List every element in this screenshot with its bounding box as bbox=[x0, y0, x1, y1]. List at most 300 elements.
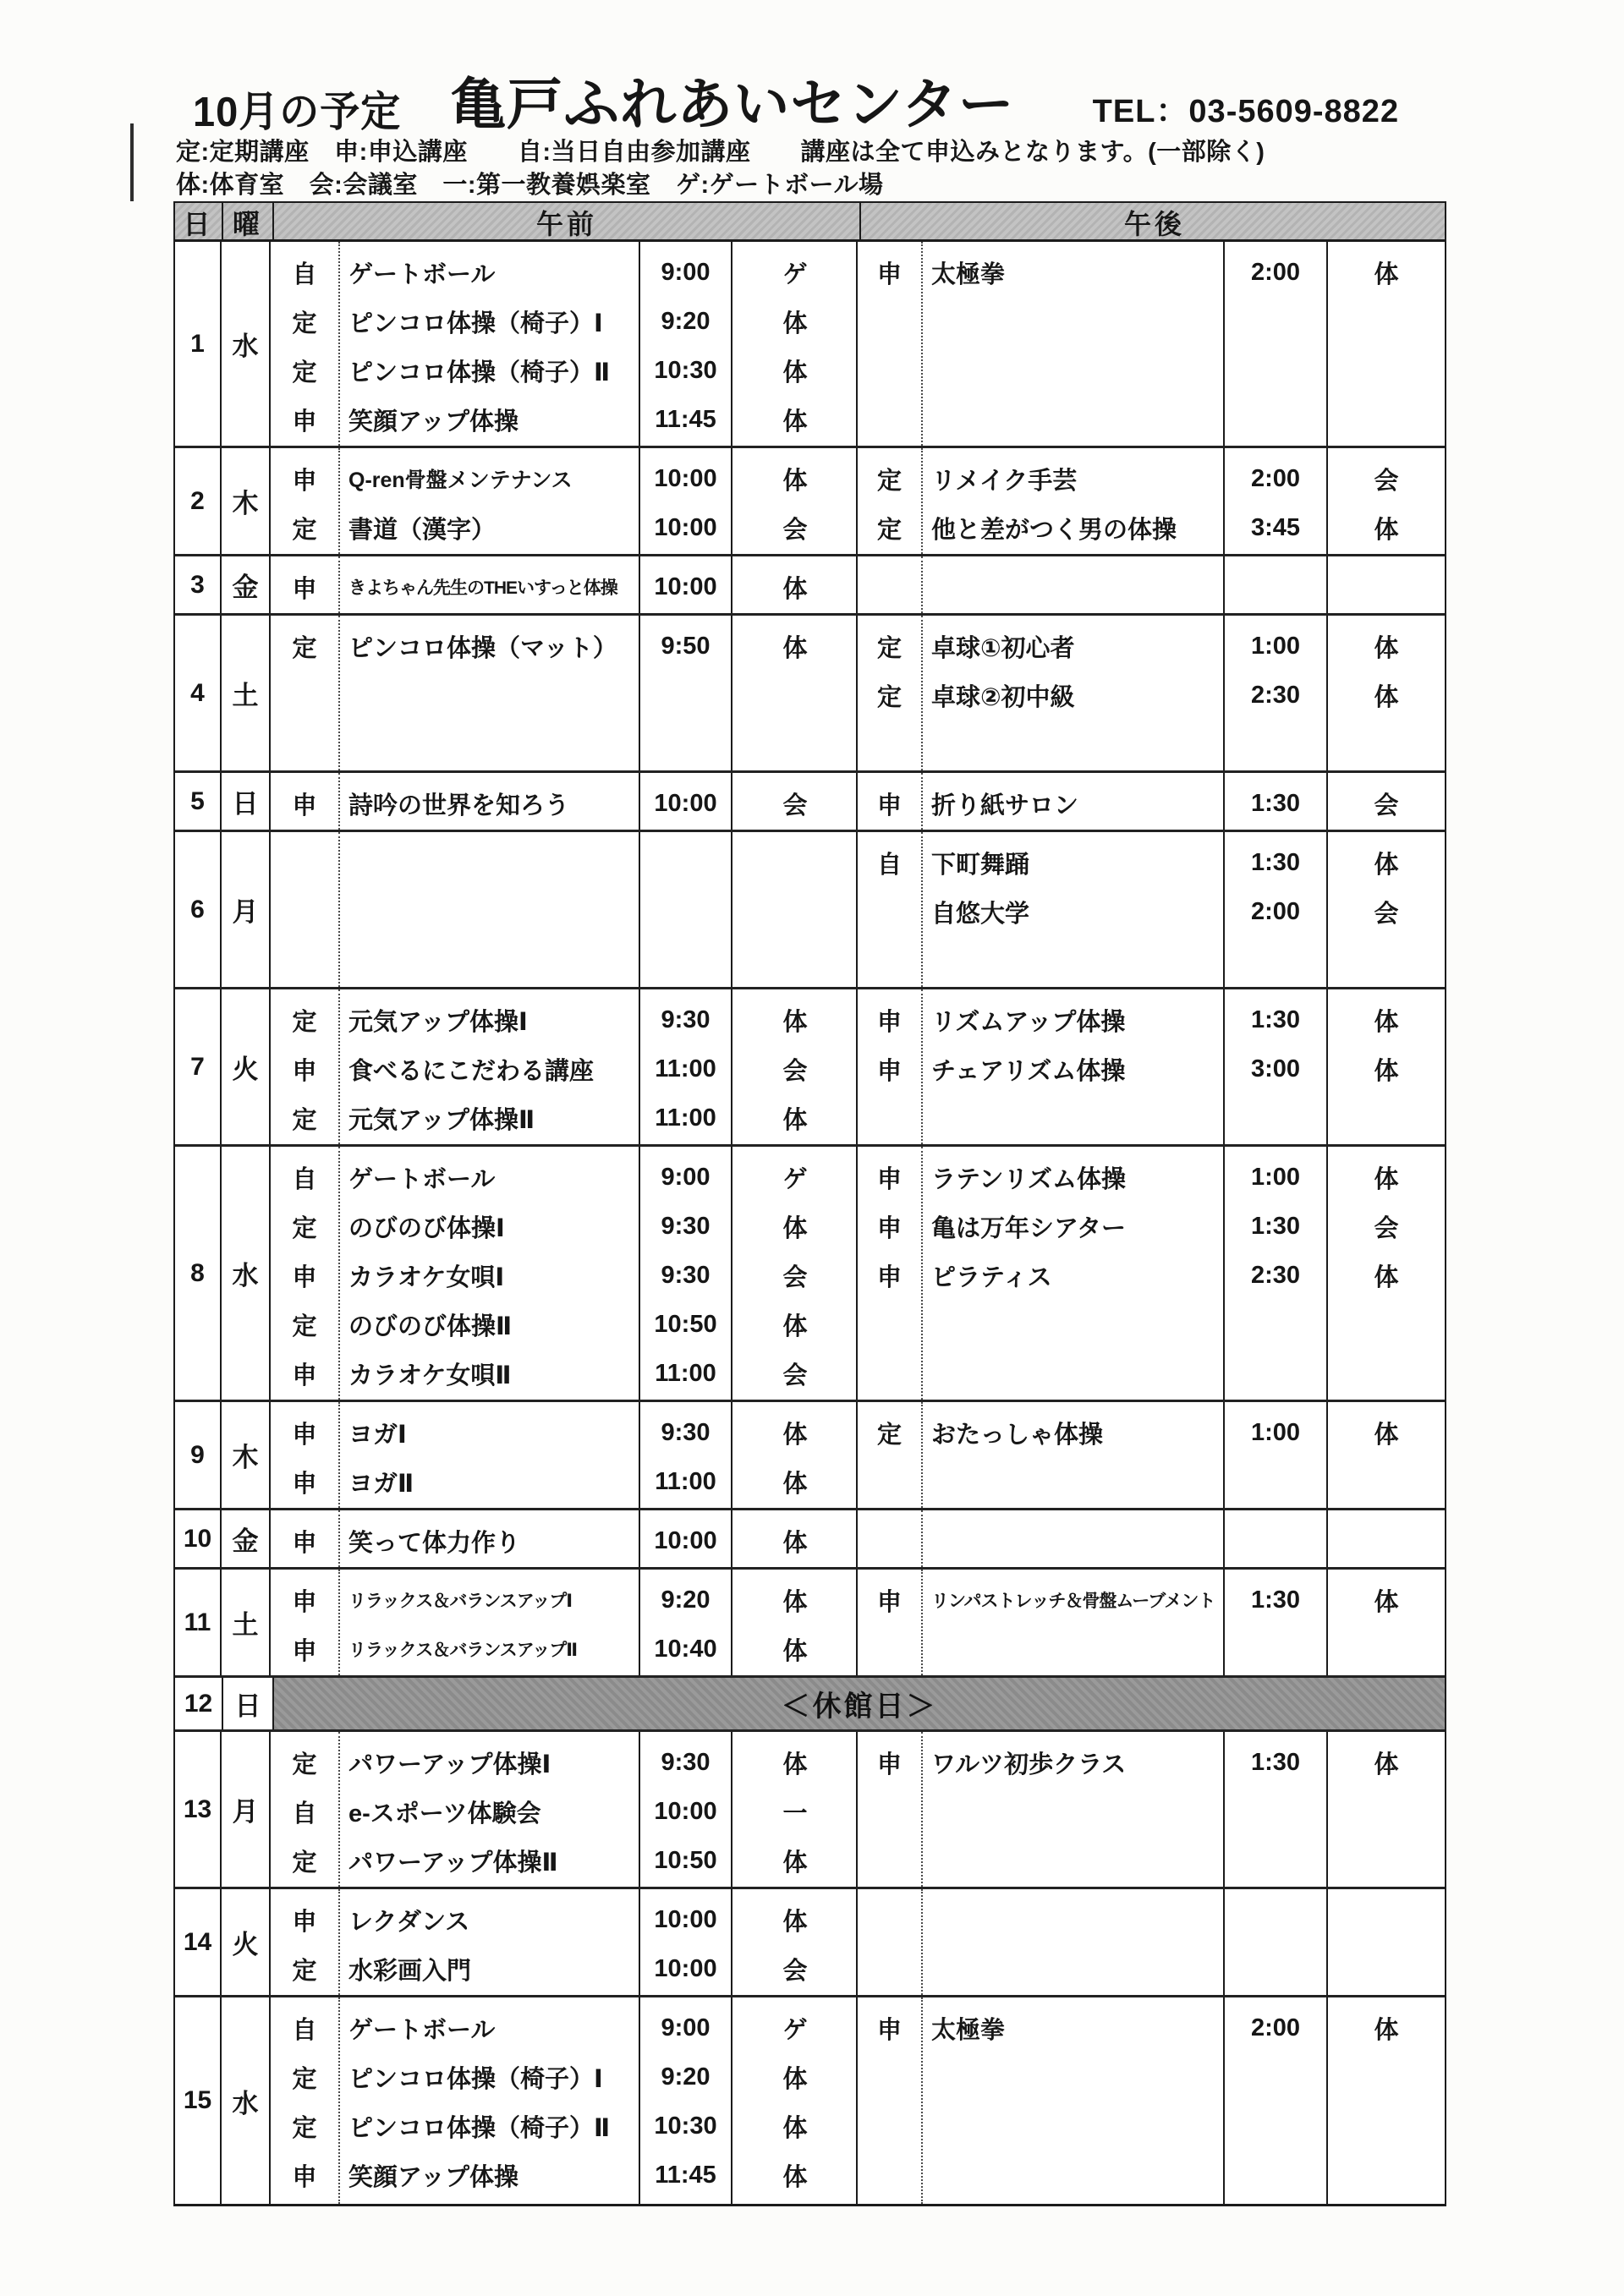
pm-room-column bbox=[1328, 1997, 1445, 2204]
entry-mark: 定 bbox=[292, 359, 317, 386]
am-room-column bbox=[732, 832, 858, 987]
pm-section bbox=[858, 1510, 1445, 1567]
entry-time: 9:20 bbox=[661, 307, 710, 335]
entry-room: 体 bbox=[782, 467, 808, 495]
entry-mark: 定 bbox=[876, 1421, 902, 1449]
entry-name: ヨガⅡ bbox=[348, 1470, 414, 1498]
am-room-column bbox=[732, 1732, 858, 1887]
pm-section bbox=[858, 1732, 1445, 1887]
day-cell: 6 bbox=[175, 832, 222, 987]
am-mark-column bbox=[271, 773, 340, 830]
entry-name: 笑顔アップ体操 bbox=[348, 408, 518, 436]
entry-time: 10:00 bbox=[654, 464, 717, 492]
am-room-column bbox=[732, 773, 858, 830]
entry-time: 11:45 bbox=[655, 405, 716, 433]
pm-time-column bbox=[1225, 1510, 1328, 1567]
entry-mark: 自 bbox=[292, 1165, 317, 1193]
entry-mark: 申 bbox=[292, 1470, 317, 1498]
am-section bbox=[271, 773, 858, 830]
entry-name: リラックス＆バランスアップⅠ bbox=[348, 1592, 573, 1611]
entry-room: 体 bbox=[1374, 516, 1399, 544]
month-label: 10月の予定 bbox=[193, 87, 402, 135]
entry-mark: 申 bbox=[876, 2016, 902, 2044]
document-header bbox=[193, 59, 1399, 140]
day-cell: 9 bbox=[175, 1402, 222, 1508]
day-cell: 1 bbox=[175, 242, 222, 446]
entry-mark: 申 bbox=[292, 1263, 317, 1291]
entry-room: 体 bbox=[782, 1588, 808, 1616]
entry-name: ゲートボール bbox=[348, 260, 496, 288]
entry-mark: 定 bbox=[292, 310, 317, 337]
weekday-cell: 金 bbox=[222, 1510, 271, 1567]
pm-time-column bbox=[1225, 1570, 1328, 1675]
entry-name: 太極拳 bbox=[931, 260, 1006, 288]
table-row bbox=[175, 242, 1445, 448]
am-section bbox=[271, 1997, 858, 2204]
entry-time: 10:00 bbox=[654, 1954, 717, 1982]
entry-name: チェアリズム体操 bbox=[931, 1057, 1126, 1085]
column-header-weekday: 曜 bbox=[223, 203, 274, 242]
entry-room: 体 bbox=[782, 1529, 808, 1557]
pm-mark-column bbox=[858, 1997, 923, 2204]
am-name-column bbox=[340, 1570, 640, 1675]
entry-name: 笑顔アップ体操 bbox=[348, 2163, 518, 2191]
entry-room: 体 bbox=[1374, 1008, 1399, 1036]
am-time-column bbox=[640, 1570, 732, 1675]
entry-name: 亀は万年シアター bbox=[931, 1214, 1126, 1242]
pm-room-column bbox=[1328, 1570, 1445, 1675]
table-row bbox=[175, 1510, 1445, 1570]
pm-name-column bbox=[923, 773, 1225, 830]
entry-time: 11:00 bbox=[655, 1467, 716, 1495]
am-section bbox=[271, 556, 858, 613]
am-time-column bbox=[640, 448, 732, 554]
entry-room: 体 bbox=[1374, 1588, 1399, 1616]
entry-mark: 定 bbox=[876, 516, 902, 544]
am-name-column bbox=[340, 242, 640, 446]
entry-room: 一 bbox=[782, 1800, 808, 1827]
table-row bbox=[175, 1147, 1445, 1402]
entry-name: 詩吟の世界を知ろう bbox=[348, 792, 570, 819]
weekday-cell: 金 bbox=[222, 556, 271, 613]
entry-mark: 申 bbox=[292, 792, 317, 819]
entry-name: リンパストレッチ＆骨盤ムーブメント bbox=[931, 1592, 1215, 1611]
pm-room-column bbox=[1328, 989, 1445, 1144]
entry-room: 体 bbox=[1374, 851, 1399, 879]
schedule-table bbox=[173, 201, 1446, 2206]
entry-mark: 申 bbox=[876, 260, 902, 288]
pm-time-column bbox=[1225, 556, 1328, 613]
am-section bbox=[271, 1510, 858, 1567]
pm-room-column bbox=[1328, 616, 1445, 770]
entry-room: 体 bbox=[782, 1106, 808, 1134]
table-row bbox=[175, 832, 1445, 989]
pm-time-column bbox=[1225, 1997, 1328, 2204]
am-room-column bbox=[732, 1147, 858, 1400]
table-row bbox=[175, 448, 1445, 556]
entry-time: 9:20 bbox=[661, 1586, 710, 1614]
entry-mark: 自 bbox=[292, 2016, 317, 2044]
am-room-column bbox=[732, 1510, 858, 1567]
entry-name: 卓球①初心者 bbox=[931, 634, 1075, 662]
entry-time: 9:30 bbox=[661, 1261, 710, 1289]
am-name-column bbox=[340, 1997, 640, 2204]
entry-time: 9:30 bbox=[661, 1418, 710, 1446]
day-cell: 4 bbox=[175, 616, 222, 770]
am-name-column bbox=[340, 1732, 640, 1887]
pm-name-column bbox=[923, 556, 1225, 613]
day-cell: 3 bbox=[175, 556, 222, 613]
entry-mark: 定 bbox=[292, 516, 317, 544]
pm-section bbox=[858, 773, 1445, 830]
am-mark-column bbox=[271, 832, 340, 987]
entry-time: 10:00 bbox=[654, 789, 717, 817]
am-name-column bbox=[340, 832, 640, 987]
pm-mark-column bbox=[858, 1570, 923, 1675]
am-room-column bbox=[732, 1402, 858, 1508]
entry-name: 卓球②初中級 bbox=[931, 683, 1075, 711]
entry-mark: 申 bbox=[876, 1165, 902, 1193]
entry-room: 体 bbox=[1374, 260, 1399, 288]
day-cell: 14 bbox=[175, 1889, 222, 1995]
pm-mark-column bbox=[858, 989, 923, 1144]
entry-time: 1:00 bbox=[1250, 1163, 1301, 1191]
weekday-cell: 日 bbox=[223, 1678, 274, 1729]
pm-mark-column bbox=[858, 1510, 923, 1567]
entry-room: 体 bbox=[782, 1312, 808, 1340]
am-time-column bbox=[640, 616, 732, 770]
table-row bbox=[175, 556, 1445, 616]
pm-section bbox=[858, 989, 1445, 1144]
entry-name: ヨガⅠ bbox=[348, 1421, 407, 1449]
pm-time-column bbox=[1225, 616, 1328, 770]
entry-time: 2:30 bbox=[1250, 1261, 1301, 1289]
pm-mark-column bbox=[858, 616, 923, 770]
entry-mark: 申 bbox=[292, 1637, 317, 1665]
pm-room-column bbox=[1328, 1147, 1445, 1400]
am-name-column bbox=[340, 1402, 640, 1508]
pm-room-column bbox=[1328, 556, 1445, 613]
weekday-cell: 月 bbox=[222, 832, 271, 987]
day-cell: 5 bbox=[175, 773, 222, 830]
page-title: 亀戸ふれあいセンター bbox=[450, 73, 1015, 135]
pm-room-column bbox=[1328, 242, 1445, 446]
entry-mark: 自 bbox=[292, 260, 317, 288]
entry-mark: 申 bbox=[876, 1588, 902, 1616]
pm-name-column bbox=[923, 1889, 1225, 1995]
am-name-column bbox=[340, 1147, 640, 1400]
pm-section bbox=[858, 1402, 1445, 1508]
pm-mark-column bbox=[858, 556, 923, 613]
am-name-column bbox=[340, 1510, 640, 1567]
entry-time: 9:30 bbox=[661, 1748, 710, 1776]
entry-name: きよちゃん先生のTHEいすっと体操 bbox=[348, 578, 617, 598]
entry-mark: 申 bbox=[292, 467, 317, 495]
entry-room: 体 bbox=[1374, 1057, 1399, 1085]
entry-mark: 定 bbox=[292, 1312, 317, 1340]
entry-room: 体 bbox=[1374, 1263, 1399, 1291]
entry-room: 会 bbox=[782, 516, 808, 544]
closed-banner: ＜休館日＞ bbox=[274, 1678, 1445, 1729]
am-mark-column bbox=[271, 1510, 340, 1567]
pm-section bbox=[858, 242, 1445, 446]
entry-room: 体 bbox=[1374, 683, 1399, 711]
entry-name: ラテンリズム体操 bbox=[931, 1165, 1126, 1193]
pm-time-column bbox=[1225, 989, 1328, 1144]
pm-mark-column bbox=[858, 1732, 923, 1887]
am-time-column bbox=[640, 1997, 732, 2204]
entry-name: カラオケ女唄Ⅰ bbox=[348, 1263, 505, 1291]
am-time-column bbox=[640, 1402, 732, 1508]
pm-mark-column bbox=[858, 1402, 923, 1508]
am-mark-column bbox=[271, 1402, 340, 1508]
am-room-column bbox=[732, 616, 858, 770]
entry-name: e-スポーツ体験会 bbox=[348, 1800, 541, 1827]
am-name-column bbox=[340, 773, 640, 830]
entry-room: 体 bbox=[782, 408, 808, 436]
entry-mark: 申 bbox=[876, 1263, 902, 1291]
weekday-cell: 水 bbox=[222, 1997, 271, 2204]
day-cell: 8 bbox=[175, 1147, 222, 1400]
pm-section bbox=[858, 616, 1445, 770]
entry-mark: 定 bbox=[876, 683, 902, 711]
entry-time: 11:00 bbox=[655, 1104, 716, 1132]
entry-name: 書道（漢字） bbox=[348, 516, 497, 544]
entry-room: 会 bbox=[1374, 1214, 1399, 1242]
am-mark-column bbox=[271, 1889, 340, 1995]
weekday-cell: 土 bbox=[222, 616, 271, 770]
table-row bbox=[175, 1402, 1445, 1510]
pm-room-column bbox=[1328, 1732, 1445, 1887]
pm-section bbox=[858, 448, 1445, 554]
weekday-cell: 日 bbox=[222, 773, 271, 830]
entry-time: 1:00 bbox=[1250, 1418, 1301, 1446]
am-room-column bbox=[732, 989, 858, 1144]
entry-name: 元気アップ体操Ⅱ bbox=[348, 1106, 535, 1134]
entry-mark: 定 bbox=[292, 1106, 317, 1134]
entry-room: 体 bbox=[782, 1637, 808, 1665]
am-name-column bbox=[340, 1889, 640, 1995]
entry-name: ピラティス bbox=[931, 1263, 1052, 1291]
entry-name: ゲートボール bbox=[348, 1165, 496, 1193]
am-section bbox=[271, 1402, 858, 1508]
entry-room: 体 bbox=[782, 1214, 808, 1242]
entry-mark: 自 bbox=[876, 851, 902, 879]
weekday-cell: 木 bbox=[222, 448, 271, 554]
entry-mark: 申 bbox=[876, 1214, 902, 1242]
am-mark-column bbox=[271, 1997, 340, 2204]
entry-time: 10:50 bbox=[654, 1310, 717, 1338]
pm-name-column bbox=[923, 448, 1225, 554]
am-time-column bbox=[640, 773, 732, 830]
pm-room-column bbox=[1328, 448, 1445, 554]
entry-name: リズムアップ体操 bbox=[931, 1008, 1126, 1036]
column-header-pm: 午後 bbox=[1123, 209, 1185, 239]
table-body bbox=[175, 242, 1445, 2204]
entry-mark: 定 bbox=[292, 1751, 317, 1778]
entry-room: 会 bbox=[782, 792, 808, 819]
day-cell: 15 bbox=[175, 1997, 222, 2204]
pm-room-column bbox=[1328, 832, 1445, 987]
entry-time: 9:50 bbox=[661, 632, 710, 660]
entry-name: ゲートボール bbox=[348, 2016, 496, 2044]
pm-time-column bbox=[1225, 1889, 1328, 1995]
pm-time-column bbox=[1225, 448, 1328, 554]
entry-mark: 申 bbox=[292, 1588, 317, 1616]
entry-mark: 定 bbox=[292, 1008, 317, 1036]
entry-room: 体 bbox=[782, 1421, 808, 1449]
pm-section bbox=[858, 1997, 1445, 2204]
entry-name: ピンコロ体操（椅子）Ⅰ bbox=[348, 2065, 603, 2093]
table-row bbox=[175, 989, 1445, 1147]
entry-time: 10:00 bbox=[654, 1526, 717, 1554]
entry-mark: 定 bbox=[292, 1849, 317, 1877]
am-mark-column bbox=[271, 1570, 340, 1675]
am-room-column bbox=[732, 556, 858, 613]
entry-mark: 申 bbox=[292, 1362, 317, 1389]
pm-name-column bbox=[923, 1997, 1225, 2204]
table-row bbox=[175, 616, 1445, 773]
entry-time: 11:00 bbox=[655, 1359, 716, 1387]
entry-name: 太極拳 bbox=[931, 2016, 1006, 2044]
pm-section bbox=[858, 1889, 1445, 1995]
entry-name: パワーアップ体操Ⅰ bbox=[348, 1751, 551, 1778]
pm-name-column bbox=[923, 242, 1225, 446]
pm-time-column bbox=[1225, 832, 1328, 987]
entry-time: 10:30 bbox=[654, 356, 717, 384]
entry-time: 9:00 bbox=[661, 1163, 710, 1191]
day-cell: 10 bbox=[175, 1510, 222, 1567]
entry-mark: 申 bbox=[876, 1008, 902, 1036]
pm-room-column bbox=[1328, 1889, 1445, 1995]
entry-time: 3:00 bbox=[1250, 1055, 1301, 1082]
entry-mark: 申 bbox=[292, 1529, 317, 1557]
entry-name: おたっしゃ体操 bbox=[931, 1421, 1104, 1449]
am-room-column bbox=[732, 1889, 858, 1995]
pm-section bbox=[858, 556, 1445, 613]
scan-artifact-line bbox=[130, 123, 134, 201]
pm-time-column bbox=[1225, 773, 1328, 830]
entry-mark: 定 bbox=[292, 2065, 317, 2093]
pm-section bbox=[858, 832, 1445, 987]
weekday-cell: 火 bbox=[222, 1889, 271, 1995]
am-section bbox=[271, 616, 858, 770]
entry-time: 1:30 bbox=[1250, 1586, 1301, 1614]
table-row bbox=[175, 1732, 1445, 1889]
entry-room: 体 bbox=[1374, 2016, 1399, 2044]
entry-name: のびのび体操Ⅱ bbox=[348, 1312, 513, 1340]
am-room-column bbox=[732, 1997, 858, 2204]
table-row bbox=[175, 1570, 1445, 1678]
am-section bbox=[271, 1732, 858, 1887]
am-mark-column bbox=[271, 556, 340, 613]
entry-mark: 申 bbox=[292, 1908, 317, 1936]
pm-name-column bbox=[923, 1402, 1225, 1508]
am-time-column bbox=[640, 242, 732, 446]
entry-name: リメイク手芸 bbox=[931, 467, 1078, 495]
entry-time: 9:00 bbox=[661, 258, 710, 286]
pm-mark-column bbox=[858, 1889, 923, 1995]
table-row bbox=[175, 1678, 1445, 1732]
entry-mark: 申 bbox=[292, 1057, 317, 1085]
am-section bbox=[271, 1889, 858, 1995]
entry-name: 折り紙サロン bbox=[931, 792, 1079, 819]
entry-room: 会 bbox=[782, 1263, 808, 1291]
entry-room: 体 bbox=[782, 310, 808, 337]
legend-room-types: 体:体育室 会:会議室 一:第一教養娯楽室 ゲ:ゲートボール場 bbox=[176, 172, 884, 199]
entry-name: ワルツ初歩クラス bbox=[931, 1751, 1127, 1778]
entry-room: 会 bbox=[1374, 792, 1399, 819]
column-header-day: 日 bbox=[175, 203, 223, 242]
am-time-column bbox=[640, 1889, 732, 1995]
entry-time: 1:30 bbox=[1250, 1212, 1301, 1240]
entry-name: ピンコロ体操（マット） bbox=[348, 634, 617, 662]
entry-time: 10:40 bbox=[654, 1635, 717, 1663]
entry-name: のびのび体操Ⅰ bbox=[348, 1214, 505, 1242]
entry-room: 体 bbox=[782, 575, 808, 603]
pm-room-column bbox=[1328, 1510, 1445, 1567]
entry-time: 10:00 bbox=[654, 513, 717, 541]
am-mark-column bbox=[271, 616, 340, 770]
entry-time: 1:30 bbox=[1250, 848, 1301, 876]
pm-mark-column bbox=[858, 448, 923, 554]
entry-room: 体 bbox=[782, 2114, 808, 2142]
entry-mark: 定 bbox=[292, 634, 317, 662]
pm-mark-column bbox=[858, 773, 923, 830]
pm-section bbox=[858, 1147, 1445, 1400]
weekday-cell: 水 bbox=[222, 1147, 271, 1400]
entry-time: 2:30 bbox=[1250, 681, 1301, 709]
entry-time: 9:20 bbox=[661, 2063, 710, 2091]
pm-name-column bbox=[923, 832, 1225, 987]
entry-time: 1:30 bbox=[1250, 789, 1301, 817]
weekday-cell: 月 bbox=[222, 1732, 271, 1887]
pm-name-column bbox=[923, 616, 1225, 770]
table-header-row bbox=[175, 203, 1445, 242]
entry-mark: 定 bbox=[292, 1957, 317, 1985]
entry-name: 笑って体力作り bbox=[348, 1529, 521, 1557]
entry-mark: 申 bbox=[292, 408, 317, 436]
entry-room: 体 bbox=[782, 1008, 808, 1036]
entry-name: 食べるにこだわる講座 bbox=[348, 1057, 595, 1085]
entry-time: 9:00 bbox=[661, 2014, 710, 2041]
entry-time: 10:30 bbox=[654, 2112, 717, 2140]
entry-name: ピンコロ体操（椅子）Ⅰ bbox=[348, 310, 603, 337]
phone-number: TEL：03-5609-8822 bbox=[1092, 94, 1400, 129]
am-time-column bbox=[640, 832, 732, 987]
pm-name-column bbox=[923, 1147, 1225, 1400]
pm-room-column bbox=[1328, 1402, 1445, 1508]
am-room-column bbox=[732, 1570, 858, 1675]
entry-room: 会 bbox=[782, 1362, 808, 1389]
am-mark-column bbox=[271, 1147, 340, 1400]
entry-name: ピンコロ体操（椅子）Ⅱ bbox=[348, 359, 611, 386]
day-cell: 7 bbox=[175, 989, 222, 1144]
entry-name: ピンコロ体操（椅子）Ⅱ bbox=[348, 2114, 611, 2142]
am-time-column bbox=[640, 1732, 732, 1887]
am-time-column bbox=[640, 1147, 732, 1400]
entry-time: 2:00 bbox=[1250, 897, 1301, 925]
entry-time: 1:30 bbox=[1250, 1748, 1301, 1776]
entry-mark: 申 bbox=[876, 792, 902, 819]
entry-name: Q-ren骨盤メンテナンス bbox=[348, 469, 573, 492]
entry-time: 10:00 bbox=[654, 1905, 717, 1933]
entry-room: 体 bbox=[782, 359, 808, 386]
entry-mark: 自 bbox=[292, 1800, 317, 1827]
entry-room: 体 bbox=[1374, 1165, 1399, 1193]
entry-room: 体 bbox=[1374, 1751, 1399, 1778]
am-mark-column bbox=[271, 448, 340, 554]
